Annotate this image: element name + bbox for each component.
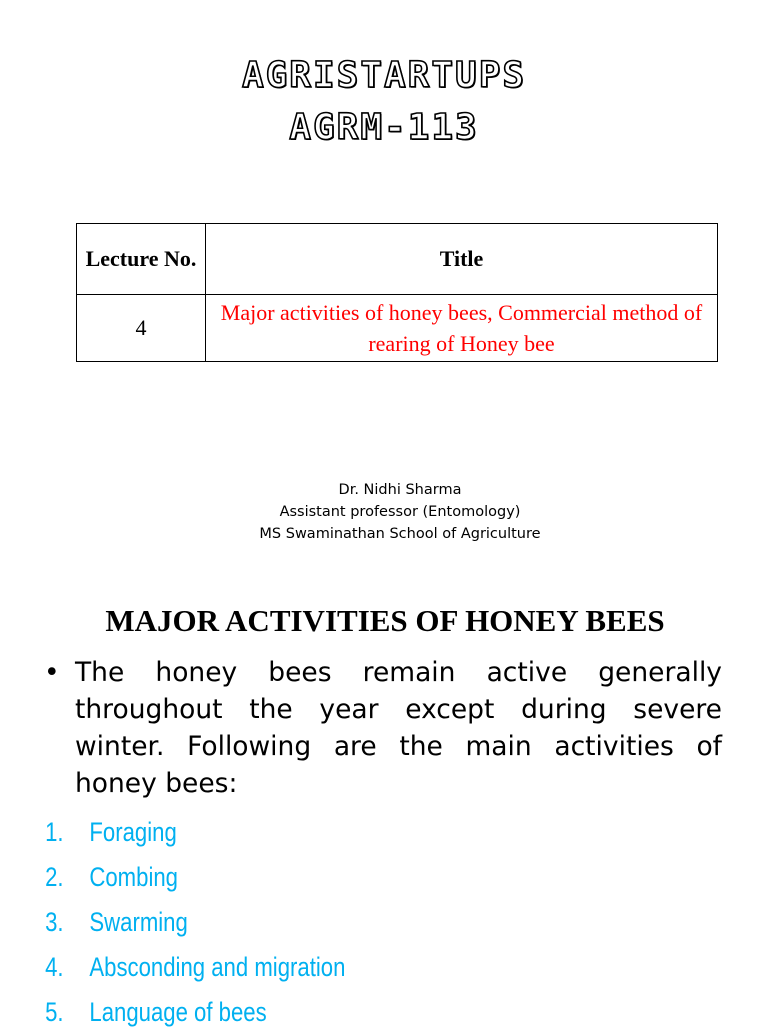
list-number: 1.	[45, 817, 64, 847]
lecture-title: Major activities of honey bees, Commercial method of rearing of Honey bee	[206, 295, 718, 362]
activity-label: Absconding and migration	[89, 952, 346, 982]
author-block	[0, 479, 768, 545]
activity-label: Swarming	[89, 907, 188, 937]
list-number: 5.	[45, 997, 64, 1027]
lecture-no-header: Lecture No.	[77, 224, 206, 295]
intro-text: The honey bees remain active generally throughout the year except during severe winter. Following are the main activities of honey bees:	[75, 657, 722, 799]
activity-label: Foraging	[89, 817, 177, 847]
section-heading: MAJOR ACTIVITIES OF HONEY BEES	[105, 603, 665, 638]
list-number: 2.	[45, 862, 64, 892]
activity-label: Language of bees	[89, 997, 267, 1027]
author-designation: Assistant professor (Entomology)	[279, 504, 521, 520]
course-code: AGRM-113	[289, 107, 479, 148]
bullet-dot-icon: •	[44, 657, 60, 688]
author-name: Dr. Nidhi Sharma	[338, 482, 462, 498]
intro-bullet	[44, 654, 722, 802]
activity-label: Combing	[89, 862, 178, 892]
list-number: 4.	[45, 952, 64, 982]
table-row	[77, 295, 718, 362]
lecture-table	[76, 223, 718, 362]
author-institution: MS Swaminathan School of Agriculture	[259, 526, 541, 542]
list-number: 3.	[45, 907, 64, 937]
course-title: AGRISTARTUPS	[241, 55, 527, 96]
title-header: Title	[206, 224, 718, 295]
table-header-row	[77, 224, 718, 295]
lecture-number: 4	[77, 295, 206, 362]
